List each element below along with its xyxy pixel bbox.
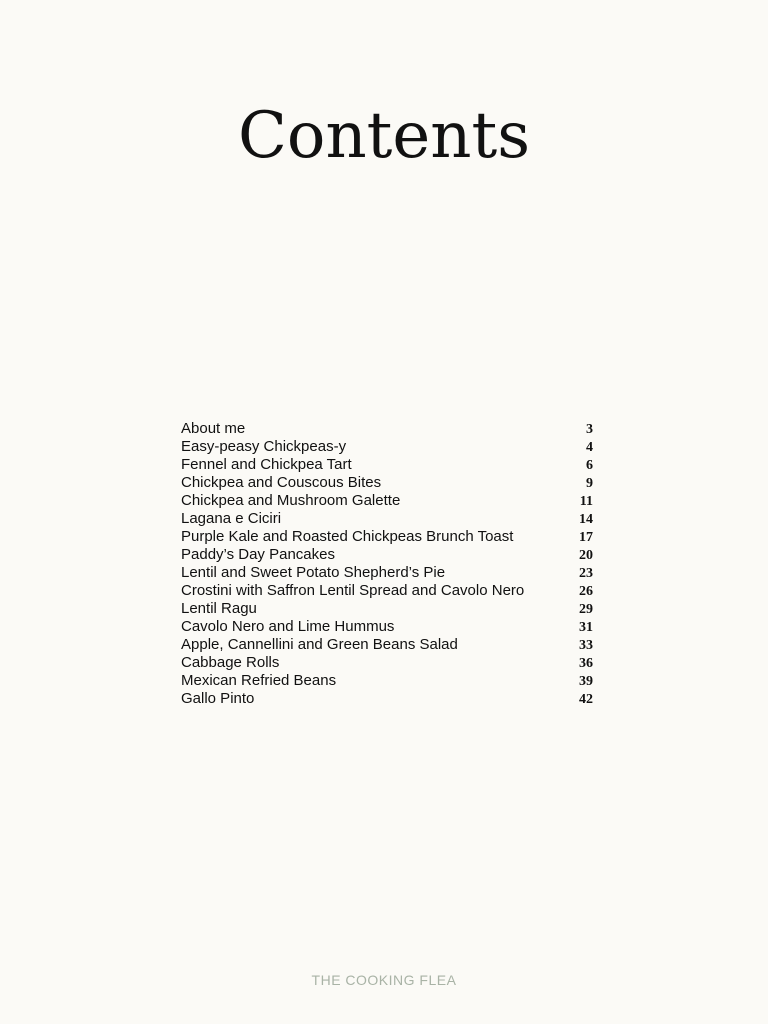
toc-entry-title: Apple, Cannellini and Green Beans Salad <box>181 636 458 653</box>
table-of-contents <box>181 420 593 708</box>
toc-entry-page: 4 <box>586 440 593 455</box>
footer-brand: THE COOKING FLEA <box>311 972 457 988</box>
toc-entry[interactable] <box>181 636 593 654</box>
toc-entry[interactable] <box>181 600 593 618</box>
toc-entry[interactable] <box>181 582 593 600</box>
toc-entry-page: 17 <box>579 530 593 545</box>
page-title: Contents <box>237 99 531 173</box>
toc-entry-page: 6 <box>586 458 593 473</box>
toc-entry-page: 26 <box>579 584 593 599</box>
toc-entry[interactable] <box>181 420 593 438</box>
toc-entry-page: 20 <box>579 548 593 563</box>
toc-entry-title: Cabbage Rolls <box>181 654 280 671</box>
toc-entry-title: About me <box>181 420 246 437</box>
toc-entry-page: 11 <box>579 494 593 509</box>
toc-entry[interactable] <box>181 510 593 528</box>
toc-entry[interactable] <box>181 618 593 636</box>
toc-entry[interactable] <box>181 438 593 456</box>
toc-entry[interactable] <box>181 474 593 492</box>
toc-entry-title: Paddy’s Day Pancakes <box>181 546 335 563</box>
toc-entry-page: 29 <box>579 602 593 617</box>
toc-entry-title: Crostini with Saffron Lentil Spread and Cavolo Nero <box>181 582 525 599</box>
toc-entry-title: Easy-peasy Chickpeas-y <box>181 438 347 455</box>
toc-entry[interactable] <box>181 528 593 546</box>
toc-entry-title: Lagana e Ciciri <box>181 510 282 527</box>
toc-entry-page: 33 <box>579 638 593 653</box>
toc-entry[interactable] <box>181 690 593 708</box>
toc-entry-page: 36 <box>579 656 593 671</box>
toc-entry[interactable] <box>181 456 593 474</box>
toc-entry-title: Chickpea and Mushroom Galette <box>181 492 401 509</box>
toc-entry[interactable] <box>181 546 593 564</box>
toc-entry-title: Chickpea and Couscous Bites <box>181 474 382 491</box>
toc-entry[interactable] <box>181 492 593 510</box>
toc-entry-page: 31 <box>579 620 593 635</box>
toc-entry-title: Fennel and Chickpea Tart <box>181 456 352 473</box>
toc-entry-page: 42 <box>579 692 593 707</box>
toc-entry-page: 39 <box>579 674 593 689</box>
toc-entry-title: Lentil and Sweet Potato Shepherd’s Pie <box>181 564 446 581</box>
toc-entry-page: 23 <box>579 566 593 581</box>
toc-entry-title: Cavolo Nero and Lime Hummus <box>181 618 395 635</box>
toc-entry-page: 3 <box>586 422 593 437</box>
toc-entry-page: 9 <box>586 476 593 491</box>
toc-entry-title: Purple Kale and Roasted Chickpeas Brunch Toast <box>181 528 514 545</box>
toc-entry[interactable] <box>181 654 593 672</box>
toc-entry-title: Mexican Refried Beans <box>181 672 337 689</box>
toc-entry-title: Gallo Pinto <box>181 690 255 707</box>
toc-entry[interactable] <box>181 564 593 582</box>
toc-entry-page: 14 <box>579 512 593 527</box>
toc-entry-title: Lentil Ragu <box>181 600 257 617</box>
toc-entry[interactable] <box>181 672 593 690</box>
